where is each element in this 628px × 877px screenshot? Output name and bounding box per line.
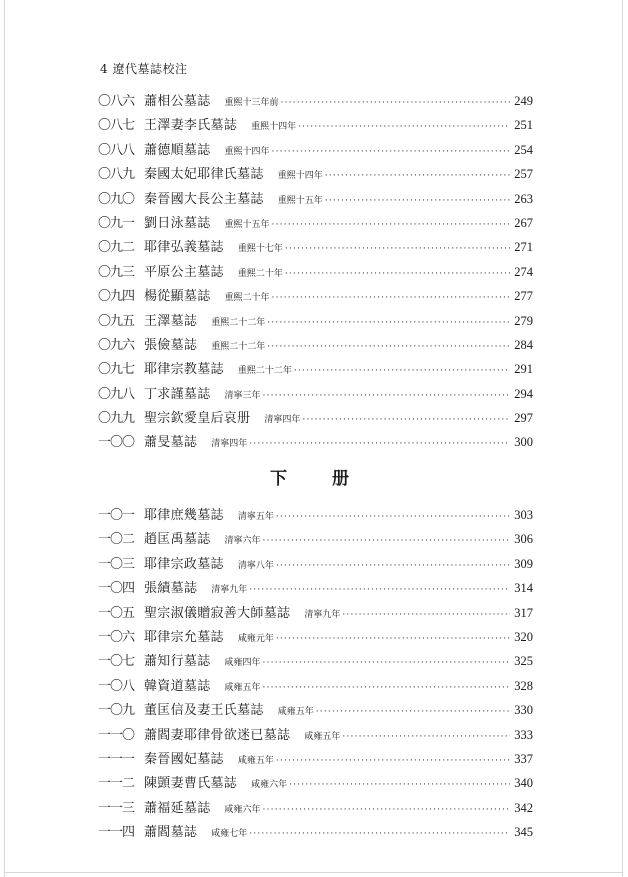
dot-leader (263, 676, 511, 700)
toc-entry (98, 576, 533, 600)
toc-entry (98, 698, 533, 722)
entry-number: 〇九五 (98, 313, 135, 329)
dot-leader (342, 725, 510, 749)
dot-leader (272, 213, 511, 237)
dot-leader (272, 286, 511, 310)
toc-entry (98, 625, 533, 649)
dot-leader (249, 432, 510, 456)
entry-number: 〇九三 (98, 264, 135, 280)
entry-era: 重熙二十二年 (237, 366, 292, 377)
entry-era: 清寧三年 (224, 390, 261, 401)
section-heading: 下 册 (270, 469, 363, 489)
entry-title: 趙匡禹墓誌 (144, 532, 211, 548)
entry-title: 耶律宗政墓誌 (144, 556, 224, 572)
entry-era: 清寧五年 (237, 512, 274, 522)
entry-era: 咸雍七年 (211, 829, 248, 840)
dot-leader (285, 262, 510, 286)
entry-title: 秦晉國妃墓誌 (144, 751, 224, 767)
entry-number: 一〇六 (98, 629, 135, 645)
entry-page: 303 (514, 508, 533, 522)
entry-title: 張績墓誌 (144, 581, 198, 597)
entry-era: 重熙十四年 (277, 171, 323, 182)
dot-leader (325, 164, 511, 188)
entry-era: 重熙二十年 (224, 293, 270, 304)
entry-title: 蕭德順墓誌 (144, 142, 211, 158)
entry-number: 〇九〇 (98, 191, 135, 207)
dot-leader (316, 700, 511, 724)
entry-era: 清寧八年 (237, 560, 274, 571)
toc-entry (98, 211, 533, 235)
toc-entry (98, 796, 533, 820)
entry-number: 〇九四 (98, 289, 135, 305)
dot-leader (263, 798, 511, 822)
running-head: 4 遼代墓誌校注 (100, 62, 188, 76)
dot-leader (276, 749, 510, 773)
entry-number: 〇九一 (98, 215, 135, 231)
toc-entry (98, 260, 533, 284)
entry-number: 〇八九 (98, 167, 135, 183)
toc-entry (98, 649, 533, 673)
page-edge-bottom (4, 872, 623, 873)
entry-number: 一〇〇 (98, 435, 135, 451)
toc-entry (98, 747, 533, 771)
page-edge-left (4, 0, 5, 877)
entry-page: 274 (514, 264, 533, 279)
entry-era: 咸雍五年 (237, 755, 274, 766)
dot-leader (325, 189, 511, 213)
entry-title: 蕭知行墓誌 (144, 654, 211, 670)
entry-page: 345 (514, 825, 533, 840)
entry-era: 清寧四年 (211, 439, 248, 450)
dot-leader (263, 529, 511, 553)
toc-entry (98, 820, 533, 844)
entry-era: 重熙二十二年 (211, 341, 266, 352)
entry-number: 一〇三 (98, 556, 135, 572)
entry-page: 320 (514, 629, 533, 644)
entry-title: 董匡信及妻王氏墓誌 (144, 703, 264, 719)
entry-page: 337 (514, 751, 533, 766)
entry-page: 342 (514, 800, 533, 815)
entry-era: 重熙二十二年 (211, 317, 266, 328)
toc-entry (98, 527, 533, 551)
entry-page: 317 (514, 605, 533, 620)
dot-leader (276, 627, 510, 651)
entry-number: 一〇四 (98, 581, 135, 597)
entry-page: 254 (514, 142, 533, 157)
entry-title: 耶律宗教墓誌 (144, 362, 224, 378)
entry-page: 325 (514, 654, 533, 669)
entry-page: 297 (514, 411, 533, 426)
entry-page: 251 (514, 118, 533, 133)
toc-entry (98, 406, 533, 430)
entry-number: 〇九八 (98, 386, 135, 402)
entry-page: 330 (514, 703, 533, 718)
entry-era: 清寧九年 (211, 585, 248, 596)
toc-entry (98, 552, 533, 576)
dot-leader (276, 554, 510, 578)
dot-leader (281, 91, 511, 115)
entry-era: 重熙十五年 (277, 195, 323, 206)
entry-page: 314 (514, 581, 533, 596)
toc-entry (98, 138, 533, 162)
entry-page: 300 (514, 435, 533, 450)
entry-page: 284 (514, 337, 533, 352)
entry-era: 咸雍六年 (251, 780, 288, 791)
page-edge-right (622, 0, 623, 877)
entry-title: 陳顗妻曹氏墓誌 (144, 776, 238, 792)
toc-entry (98, 284, 533, 308)
entry-page: 291 (514, 362, 533, 377)
entry-era: 重熙十四年 (224, 146, 270, 157)
entry-title: 楊從顯墓誌 (144, 289, 211, 305)
entry-number: 一一二 (98, 776, 135, 792)
toc-entry (98, 235, 533, 259)
entry-number: 〇九六 (98, 337, 135, 353)
entry-era: 清寧九年 (304, 609, 341, 620)
entry-page: 263 (514, 191, 533, 206)
entry-page: 279 (514, 313, 533, 328)
entry-page: 294 (514, 386, 533, 401)
entry-number: 〇八八 (98, 142, 135, 158)
entry-era: 咸雍六年 (224, 804, 261, 815)
entry-title: 平原公主墓誌 (144, 264, 224, 280)
toc-entry (98, 674, 533, 698)
toc-entry (98, 113, 533, 137)
entry-era: 咸雍四年 (224, 658, 261, 669)
entry-page: 257 (514, 167, 533, 182)
entry-page: 277 (514, 289, 533, 304)
dot-leader (294, 359, 510, 383)
entry-era: 清寧四年 (264, 415, 301, 426)
entry-era: 咸雍五年 (304, 731, 341, 742)
entry-title: 蕭閻妻耶律骨欲迷已墓誌 (144, 727, 291, 743)
entry-era: 重熙二十年 (237, 268, 283, 279)
toc-entry (98, 601, 533, 625)
dot-leader (298, 115, 510, 139)
toc-entry (98, 309, 533, 333)
entry-number: 一一三 (98, 800, 135, 816)
entry-title: 蕭福延墓誌 (144, 800, 211, 816)
toc-entry (98, 187, 533, 211)
toc-entry (98, 333, 533, 357)
entry-era: 重熙十四年 (251, 122, 297, 133)
entry-number: 一〇九 (98, 703, 135, 719)
entry-title: 丁求謹墓誌 (144, 386, 211, 402)
toc-entry (98, 771, 533, 795)
dot-leader (272, 140, 511, 164)
entry-title: 蕭旻墓誌 (144, 435, 198, 451)
entry-number: 一〇五 (98, 605, 135, 621)
toc-entry (98, 503, 533, 527)
dot-leader (263, 651, 511, 675)
dot-leader (249, 578, 510, 602)
entry-number: 一一〇 (98, 727, 135, 743)
entry-number: 〇九九 (98, 411, 135, 427)
entry-number: 一〇二 (98, 532, 135, 548)
entry-number: 一一四 (98, 825, 135, 841)
toc-entry (98, 723, 533, 747)
entry-number: 一〇七 (98, 654, 135, 670)
entry-era: 咸雍五年 (224, 682, 261, 693)
entry-page: 309 (514, 556, 533, 571)
entry-number: 〇九七 (98, 362, 135, 378)
toc-entry (98, 357, 533, 381)
entry-era: 重熙十五年 (224, 219, 270, 230)
entry-title: 王澤妻李氏墓誌 (144, 118, 238, 134)
dot-leader (342, 603, 510, 627)
entry-title: 秦晉國大長公主墓誌 (144, 191, 264, 207)
dot-leader (276, 505, 510, 529)
entry-page: 328 (514, 678, 533, 693)
entry-number: 一〇八 (98, 678, 135, 694)
entry-title: 蕭相公墓誌 (144, 94, 211, 109)
entry-era: 咸雍五年 (277, 707, 314, 718)
entry-title: 秦國太妃耶律氏墓誌 (144, 167, 264, 183)
entry-title: 王澤墓誌 (144, 313, 198, 329)
entry-number: 〇八七 (98, 118, 135, 134)
entry-title: 劉日泳墓誌 (144, 215, 211, 231)
entry-title: 耶律宗允墓誌 (144, 629, 224, 645)
entry-page: 249 (514, 94, 533, 108)
entry-title: 張儉墓誌 (144, 337, 198, 353)
entry-era: 咸雍元年 (237, 633, 274, 644)
entry-era: 清寧六年 (224, 536, 261, 547)
entry-page: 306 (514, 532, 533, 547)
dot-leader (289, 773, 510, 797)
entry-title: 聖宗欽愛皇后哀册 (144, 411, 251, 427)
entry-number: 一〇一 (98, 508, 135, 523)
entry-era: 重熙十三年前 (224, 98, 279, 108)
toc-entry (98, 162, 533, 186)
toc-entry (98, 382, 533, 406)
entry-page: 271 (514, 240, 533, 255)
entry-number: 〇九二 (98, 240, 135, 256)
entry-era: 重熙十七年 (237, 244, 283, 255)
toc-lower-list (98, 503, 533, 844)
dot-leader (302, 408, 510, 432)
entry-title: 聖宗淑儀贈寂善大師墓誌 (144, 605, 291, 621)
entry-title: 耶律弘義墓誌 (144, 240, 224, 256)
entry-title: 韓資道墓誌 (144, 678, 211, 694)
entry-number: 一一一 (98, 751, 135, 767)
entry-page: 267 (514, 215, 533, 230)
dot-leader (249, 822, 510, 846)
entry-page: 340 (514, 776, 533, 791)
dot-leader (267, 311, 510, 335)
dot-leader (267, 335, 510, 359)
toc-entry (98, 430, 533, 454)
entry-title: 耶律庶幾墓誌 (144, 508, 224, 523)
entry-number: 〇八六 (98, 94, 135, 109)
entry-page: 333 (514, 727, 533, 742)
dot-leader (285, 237, 510, 261)
toc-upper-list (98, 89, 533, 455)
entry-title: 蕭閻墓誌 (144, 825, 198, 841)
toc-entry (98, 89, 533, 113)
dot-leader (263, 384, 511, 408)
